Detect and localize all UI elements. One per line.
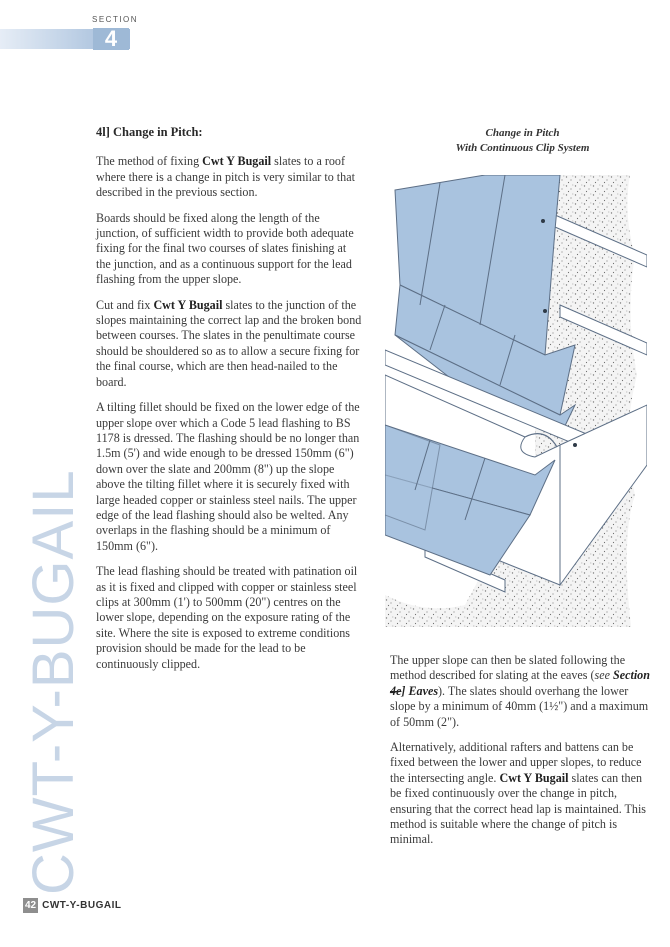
left-column	[96, 125, 364, 682]
section-number: 4	[93, 28, 129, 50]
brand-name: Cwt Y Bugail	[202, 154, 272, 169]
paragraph-7: Alternatively, additional rafters and battens can be fixed between the lower and upper slopes, to reduce the intersecting angle. Cwt Y Bugail slates can then be fixed continuously over the change in pitch, ensuring that the correct head lap is maintained. This method is suitable where the change of pitch is minimal.	[390, 740, 647, 847]
paragraph-5: The lead flashing should be treated with patination oil as it is fixed and clipped with copper or stainless steel clips at 300mm (1') to 500mm (20") centres on the lower slope, depending on the exposure rating of the site. Where the site is exposed to extreme conditions provision should be made for the lead to be continuously clipped.	[96, 564, 358, 671]
page-number: 42	[25, 899, 37, 911]
brand-name: Cwt Y Bugail	[153, 297, 223, 312]
paragraph-2: Boards should be fixed along the length of the junction, of sufficient width to provide both adequate fixing for the final two courses of slates finishing at the junction, and as a continuous support for the lead flashing from the upper slope.	[96, 210, 354, 287]
section-heading: 4l] Change in Pitch:	[96, 125, 203, 139]
paragraph-4: A tilting fillet should be fixed on the lower edge of the upper slope over which a Code 5 lead flashing to BS 1178 is dressed. The flashing should be no longer than 1.5m (5') and wide enough to be dressed 150mm (6") down over the slate and 200mm (8") up the slope above the tilting fillet where it is securely fixed with large headed copper or stainless steel nails. The upper edge of the lead flashing should also be welted. Any overlaps in the flashing should be a minimum of 150mm (6").	[96, 400, 360, 553]
footer-brand: CWT-Y-BUGAIL	[42, 899, 122, 911]
brand-name: Cwt Y Bugail	[499, 770, 569, 785]
side-title: CWT-Y-BUGAIL	[21, 469, 86, 895]
figure-caption: Change in Pitch With Continuous Clip System	[455, 127, 590, 154]
roof-diagram-svg	[385, 175, 647, 627]
right-column	[390, 653, 655, 858]
paragraph-3: Cut and fix Cwt Y Bugail slates to the junction of the slopes maintaining the correct lap and the broken bond between courses. The slates in the penultimate course should be shouldered so as to allow a secure fixing for the final course, which are then head-nailed to the board.	[96, 297, 362, 389]
roof-diagram	[385, 175, 647, 627]
footer	[23, 897, 121, 913]
paragraph-6: The upper slope can then be slated following the method described for slating at the eaves (see Section 4e] Eaves). The slates should overhang the lower slope by a minimum of 40mm (1½") and a maximum of 50mm (2").	[390, 653, 650, 729]
section-label: SECTION	[92, 15, 139, 24]
paragraph-1: The method of fixing Cwt Y Bugail slates to a roof where there is a change in pitch is very similar to that described in the previous section.	[96, 154, 355, 200]
